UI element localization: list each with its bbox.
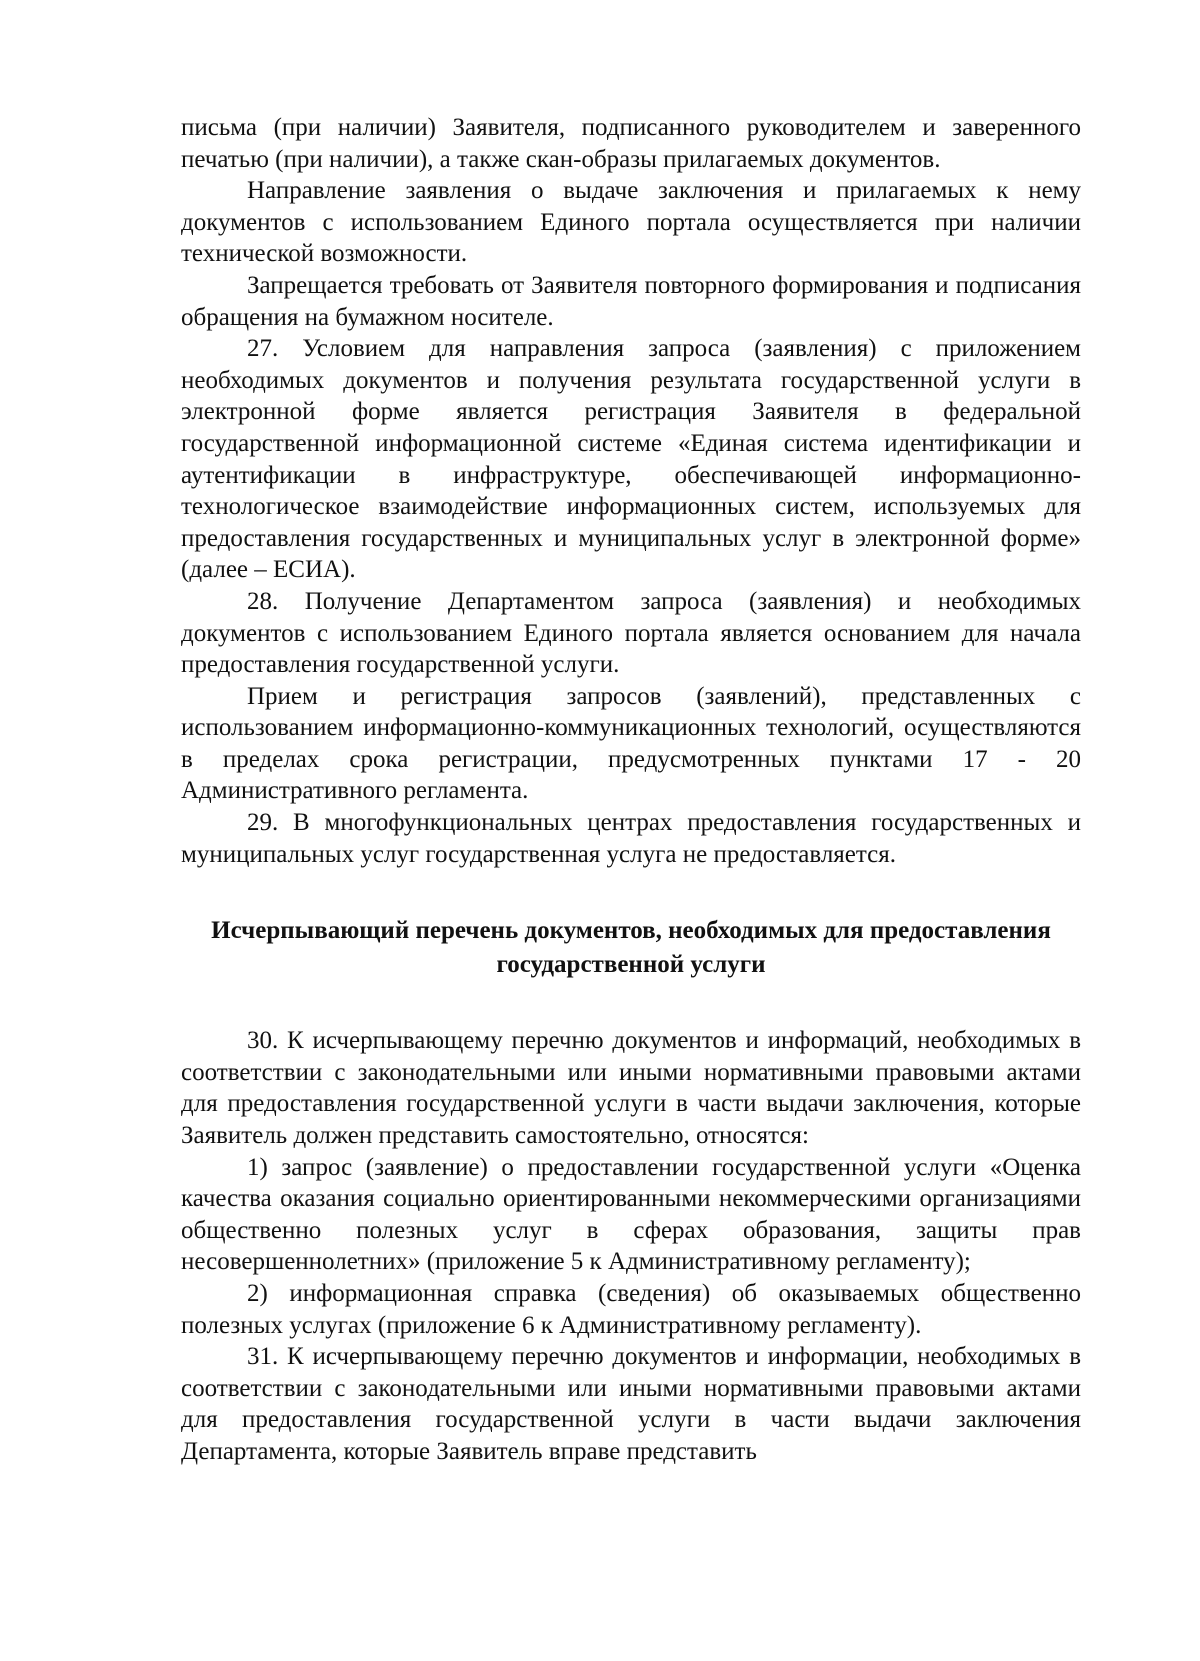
list-item-1: 1) запрос (заявление) о предоставлении государственной услуги «Оценка качества оказания социально ориентированными некоммерческими организациями общественно полезных услуг в сферах образования, защиты прав несовершеннолетних» (приложение 5 к Административному регламенту); (181, 1153, 1081, 1276)
paragraph-portal-submission: Направление заявления о выдаче заключения и прилагаемых к нему документов с использованием Единого портала осуществляется при наличии технической возможности. (181, 177, 1081, 268)
paragraph-registration: Прием и регистрация запросов (заявлений), представленных с использованием информационно-коммуникационных технологий, осуществляются в пределах срока регистрации, предусмотренных пунктами 17 - 20 Административного регламента. (181, 682, 1081, 805)
list-item-2: 2) информационная справка (сведения) об оказываемых общественно полезных услугах (приложение 6 к Административному регламенту). (181, 1280, 1081, 1339)
paragraph-31: 31. К исчерпывающему перечню документов и информации, необходимых в соответствии с законодательными или иными нормативными правовыми актами для предоставления государственной услуги в части выдачи заключения Департамента, которые Заявитель вправе представить (181, 1343, 1081, 1465)
paragraph-30: 30. К исчерпывающему перечню документов и информаций, необходимых в соответствии с законодательными или иными нормативными правовыми актами для предоставления государственной услуги в части выдачи заключения, которые Заявитель должен представить самостоятельно, относятся: (181, 1027, 1081, 1150)
paragraph-28: 28. Получение Департаментом запроса (заявления) и необходимых документов с использованием Единого портала является основанием для начала предоставления государственной услуги. (181, 587, 1081, 679)
section-heading: Исчерпывающий перечень документов, необходимых для предоставления государственной услуги (211, 917, 1051, 979)
paragraph-paper-prohibition: Запрещается требовать от Заявителя повторного формирования и подписания обращения на бумажном носителе. (181, 271, 1081, 331)
paragraph-27: 27. Условием для направления запроса (заявления) с приложением необходимых документов и получения результата государственной услуги в электронной форме является регистрация Заявителя в федеральной государственной информационной системе «Единая система идентификации и аутентификации в инфраструктуре, обеспечивающей информационно-технологическое взаимодействие информационных систем, используемых для предоставления государственных и муниципальных услуг в электронной форме» (далее – ЕСИА). (181, 335, 1081, 584)
document-page (181, 112, 1081, 1468)
paragraph-29: 29. В многофункциональных центрах предоставления государственных и муниципальных услуг государственная услуга не предоставляется. (181, 809, 1081, 868)
paragraph-continuation: письма (при наличии) Заявителя, подписанного руководителем и заверенного печатью (при наличии), а также скан-образы прилагаемых документов. (181, 114, 1081, 173)
